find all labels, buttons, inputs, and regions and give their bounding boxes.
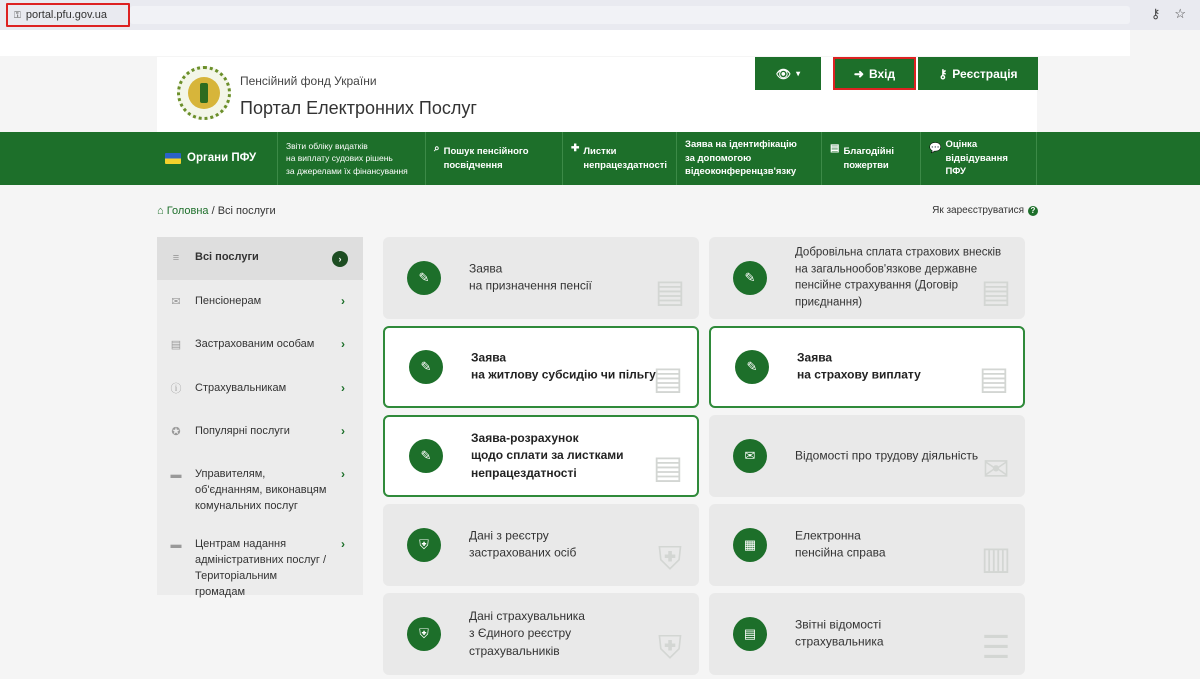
nav-item-sick-leave[interactable] (563, 132, 677, 185)
shield-icon: ⛨ (407, 617, 441, 651)
sidebar-item-pensioners[interactable] (157, 280, 363, 324)
search-icon: ⌕ (434, 143, 440, 154)
ukraine-flag-icon (165, 153, 181, 164)
home-icon: ⌂ (157, 205, 164, 217)
service-card-work-history[interactable] (709, 415, 1025, 497)
list-icon: ≡ (172, 252, 180, 264)
card-title: Заява на призначення пенсії (469, 261, 592, 293)
nav-item-donations[interactable] (822, 132, 921, 185)
url-field[interactable] (6, 3, 130, 27)
application-icon: ✎ (733, 261, 767, 295)
eye-icon: 👁 (775, 66, 792, 81)
notebook-icon: ▥ (980, 540, 1012, 576)
nav-label: Звіти обліку видатків на виплату судових рішень за джерелами їх фінансування (286, 141, 408, 176)
info-icon: ⓘ (170, 383, 182, 395)
breadcrumb-current: / Всі послуги (211, 205, 276, 217)
sidebar-item-admin-centers[interactable] (157, 526, 363, 598)
sidebar-item-label: Застрахованим особам (195, 338, 315, 350)
nav-item-court-reports[interactable] (278, 132, 426, 185)
card-title: Заява на житлову субсидію чи пільгу (471, 350, 656, 382)
card-title: Відомості про трудову діяльність (795, 448, 979, 463)
card-title: Заява на страхову виплату (797, 350, 921, 382)
application-icon: ✎ (735, 350, 769, 384)
page-top-strip (0, 30, 1130, 56)
breadcrumb (157, 205, 276, 217)
key-icon[interactable]: ⚷ (1150, 6, 1161, 21)
sidebar-item-insured[interactable] (157, 324, 363, 368)
document-check-icon: ▤ (978, 360, 1010, 396)
card-title: Електронна пенсійна справа (795, 528, 886, 560)
browser-toolbar (0, 0, 1200, 30)
nav-label: Пошук пенсійного посвідчення (443, 145, 529, 171)
service-card-pension-file[interactable] (709, 504, 1025, 586)
sidebar-item-label: Популярні послуги (195, 425, 290, 437)
chevron-right-icon: › (341, 381, 345, 395)
service-card-housing-subsidy[interactable] (383, 326, 699, 408)
service-card-pension-application[interactable] (383, 237, 699, 319)
site-info-icon[interactable]: ⚿ (14, 9, 21, 20)
medkit-icon: ✚ (571, 143, 580, 154)
chat-icon: 💬 (929, 143, 942, 154)
services-sidebar (157, 237, 363, 598)
chevron-right-icon: › (341, 467, 345, 481)
sidebar-item-popular[interactable] (157, 412, 363, 456)
fund-name: Пенсійний фонд України (240, 74, 377, 88)
chevron-right-icon: › (332, 251, 348, 267)
card-title: Добровільна сплата страхових внесків на загальнообов'язкове державне пенсійне страхування (Договір приєднання) (795, 246, 1002, 309)
star-icon: ✪ (171, 426, 181, 438)
card-title: Дані з реєстру застрахованих осіб (469, 528, 577, 560)
document-check-icon: ▤ (652, 449, 684, 485)
portal-title: Портал Електронних Послуг (240, 98, 477, 118)
nav-item-pension-search[interactable] (426, 132, 563, 185)
nav-item-visit-rating[interactable] (921, 132, 1037, 185)
accessibility-button[interactable] (755, 57, 821, 90)
folder-icon: ▦ (733, 528, 767, 562)
sidebar-item-all-services[interactable] (157, 237, 363, 280)
login-button[interactable] (833, 57, 916, 90)
url-text: portal.pfu.gov.ua (25, 9, 107, 21)
register-label: Реєстрація (952, 66, 1018, 81)
envelope-icon: ✉ (171, 296, 181, 308)
sidebar-item-label: Управителям, об'єднанням, виконавцям комунальних послуг (195, 468, 327, 512)
how-register-link[interactable] (932, 205, 1038, 216)
chevron-right-icon: › (341, 537, 345, 551)
card-title: Звітні відомості страхувальника (795, 617, 884, 649)
envelope-outline-icon: ✉ (982, 451, 1010, 487)
document-check-icon: ▤ (980, 273, 1012, 309)
nav-org-label: Органи ПФУ (187, 152, 257, 165)
register-button[interactable] (918, 57, 1038, 90)
shield-coins-icon: ⛨ (657, 629, 682, 665)
sign-in-icon: ➜ (853, 66, 864, 81)
main-nav (0, 132, 1200, 185)
shield-icon: ⛨ (407, 528, 441, 562)
sidebar-item-utilities[interactable] (157, 456, 363, 526)
sidebar-item-insurers[interactable] (157, 368, 363, 412)
sidebar-item-label: Всі послуги (195, 251, 259, 263)
shield-coins-icon: ⛨ (657, 540, 682, 576)
document-icon: ▤ (170, 339, 182, 351)
application-icon: ✎ (407, 261, 441, 295)
address-bar[interactable] (130, 6, 1130, 24)
application-icon: ✎ (409, 350, 443, 384)
chevron-right-icon: › (341, 424, 345, 438)
folder-icon: ▬ (170, 469, 182, 481)
nav-label: Листки непрацездатності (583, 145, 668, 171)
service-card-voluntary-payment[interactable] (709, 237, 1025, 319)
application-icon: ✎ (409, 439, 443, 473)
service-card-insurer-reports[interactable] (709, 593, 1025, 675)
report-list-icon: ☰ (981, 629, 1011, 665)
caret-down-icon: ▾ (796, 69, 801, 78)
chevron-right-icon: › (341, 337, 345, 351)
sidebar-item-label: Пенсіонерам (195, 295, 262, 307)
how-register-label: Як зареєструватися (932, 205, 1024, 216)
nav-label: Оцінка відвідування ПФУ (945, 138, 1008, 178)
card-title: Дані страхувальника з Єдиного реєстру страхувальників (469, 608, 585, 658)
breadcrumb-home-link[interactable] (157, 205, 212, 217)
folder-icon: ▬ (170, 539, 182, 551)
sidebar-item-label: Страхувальникам (195, 382, 287, 394)
nav-label: Благодійні пожертви (843, 145, 894, 171)
envelope-icon: ✉ (733, 439, 767, 473)
breadcrumb-home-label: Головна (166, 205, 209, 217)
nav-item-video-identification[interactable] (677, 132, 822, 185)
service-card-sick-leave-calculation[interactable] (383, 415, 699, 497)
card-title: Заява-розрахунок щодо сплати за листками непрацездатності (471, 430, 624, 480)
nav-label: Заява на ідентифікацію за допомогою відеоконференцзв'язку (685, 138, 797, 178)
key-icon: ⚷ (938, 66, 948, 81)
report-icon: ▤ (733, 617, 767, 651)
document-check-icon: ▤ (654, 273, 686, 309)
pfu-logo[interactable] (177, 66, 231, 120)
login-label: Вхід (868, 66, 896, 81)
sidebar-item-label: Центрам надання адміністративних послуг / Територіальним громадам (195, 538, 327, 598)
service-card-insurance-payment[interactable] (709, 326, 1025, 408)
chevron-right-icon: › (341, 294, 345, 308)
bookmark-star-icon[interactable]: ☆ (1174, 6, 1186, 21)
nav-item-org[interactable] (157, 132, 278, 185)
service-card-insured-registry[interactable] (383, 504, 699, 586)
document-check-icon: ▤ (652, 360, 684, 396)
document-icon: ▤ (830, 143, 840, 154)
question-icon: ? (1028, 206, 1038, 216)
service-card-insurer-registry[interactable] (383, 593, 699, 675)
